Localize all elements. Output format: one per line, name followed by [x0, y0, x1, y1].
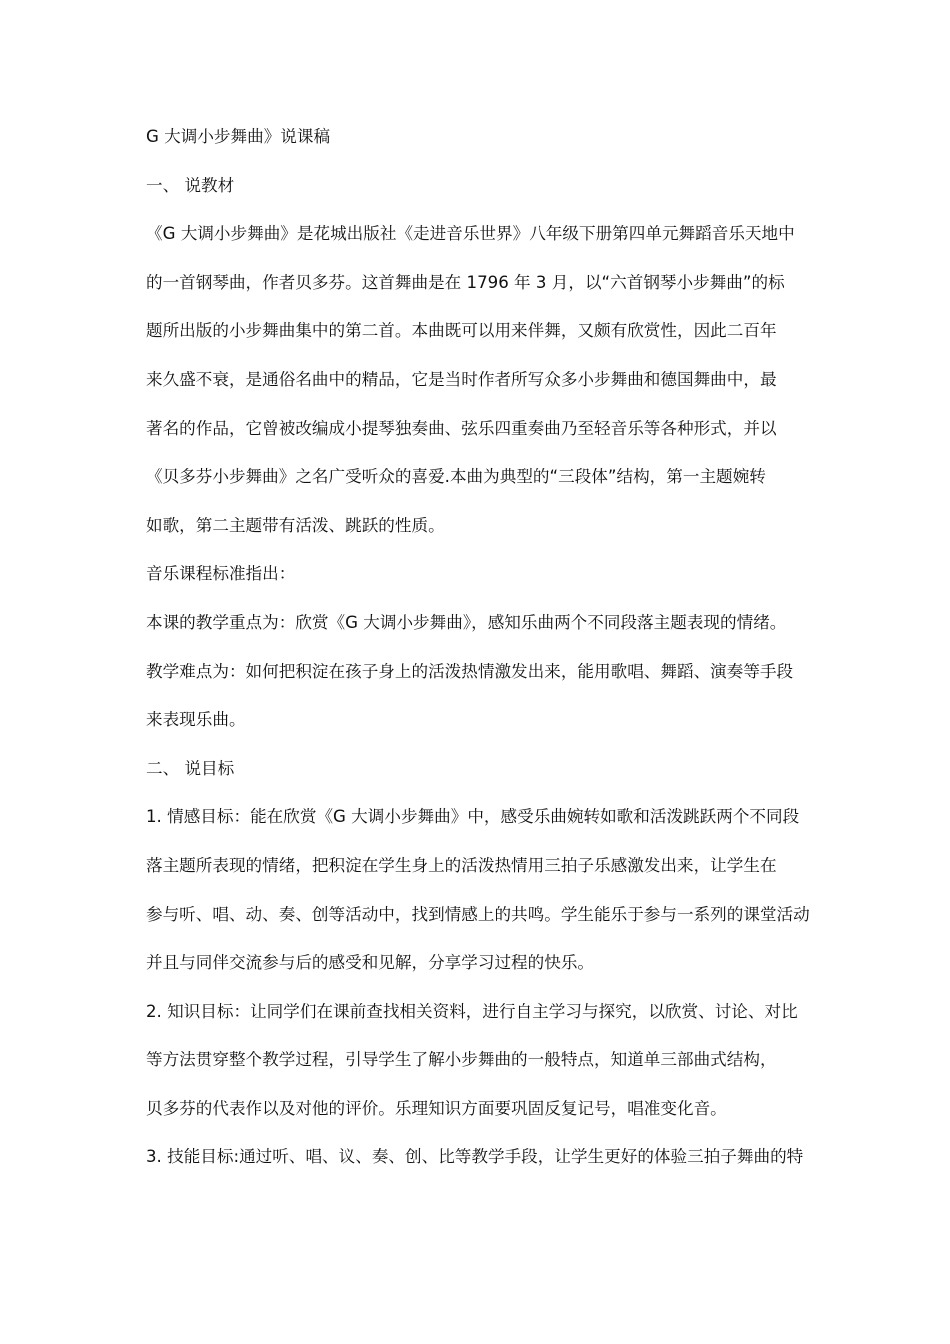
paragraph-line: 2. 知识目标：让同学们在课前查找相关资料，进行自主学习与探究，以欣赏、讨论、对比: [146, 1001, 798, 1021]
paragraph-line: 并且与同伴交流参与后的感受和见解，分享学习过程的快乐。: [146, 953, 595, 973]
document-body: [146, 118, 811, 1187]
paragraph-line: 教学难点为：如何把积淀在孩子身上的活泼热情激发出来，能用歌唱、舞蹈、演奏等手段: [146, 661, 794, 681]
paragraph-line: 3. 技能目标:通过听、唱、议、奏、创、比等教学手段，让学生更好的体验三拍子舞曲的特: [146, 1147, 804, 1167]
section-heading: 二、 说目标: [146, 758, 235, 778]
paragraph-line: 本课的教学重点为：欣赏《G 大调小步舞曲》，感知乐曲两个不同段落主题表现的情绪。: [146, 612, 787, 632]
paragraph-line: 落主题所表现的情绪，把积淀在学生身上的活泼热情用三拍子乐感激发出来，让学生在: [146, 855, 777, 875]
paragraph-line: 参与听、唱、动、奏、创等活动中，找到情感上的共鸣。学生能乐于参与一系列的课堂活动: [146, 904, 810, 924]
paragraph-line: 如歌，第二主题带有活泼、跳跃的性质。: [146, 515, 445, 535]
paragraph-line: 音乐课程标准指出：: [146, 564, 296, 584]
document-title: G 大调小步舞曲》说课稿: [146, 127, 331, 146]
section-heading: 一、 说教材: [146, 175, 235, 195]
paragraph-line: 题所出版的小步舞曲集中的第二首。本曲既可以用来伴舞，又颇有欣赏性，因此二百年: [146, 321, 777, 341]
paragraph-line: 的一首钢琴曲，作者贝多芬。这首舞曲是在 1796 年 3 月，以“六首钢琴小步舞曲”的标: [146, 272, 785, 292]
paragraph-line: 来表现乐曲。: [146, 710, 246, 730]
paragraph-line: 等方法贯穿整个教学过程，引导学生了解小步舞曲的一般特点，知道单三部曲式结构，: [146, 1050, 777, 1070]
paragraph-line: 来久盛不衰，是通俗名曲中的精品，它是当时作者所写众多小步舞曲和德国舞曲中，最: [146, 369, 777, 389]
paragraph-line: 1. 情感目标：能在欣赏《G 大调小步舞曲》中，感受乐曲婉转如歌和活泼跳跃两个不同段: [146, 807, 800, 827]
paragraph-line: 著名的作品，它曾被改编成小提琴独奏曲、弦乐四重奏曲乃至轻音乐等各种形式，并以: [146, 418, 777, 438]
paragraph-line: 贝多芬的代表作以及对他的评价。乐理知识方面要巩固反复记号，唱准变化音。: [146, 1098, 727, 1118]
paragraph-line: 《贝多芬小步舞曲》之名广受听众的喜爱.本曲为典型的“三段体”结构，第一主题婉转: [146, 467, 766, 487]
paragraph-line: 《G 大调小步舞曲》是花城出版社《走进音乐世界》八年级下册第四单元舞蹈音乐天地中: [146, 224, 795, 244]
